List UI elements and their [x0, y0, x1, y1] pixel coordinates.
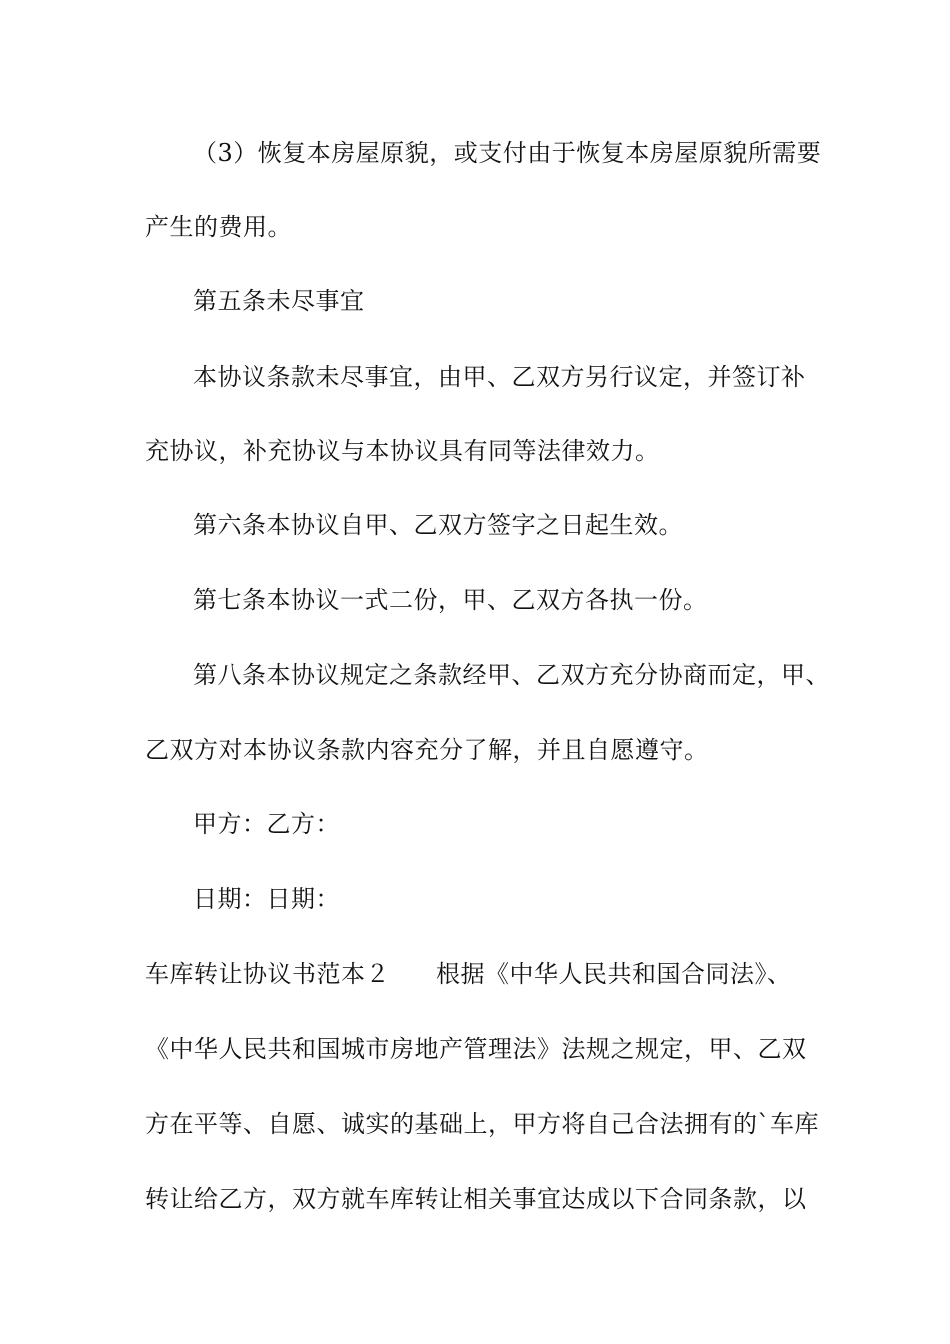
paragraph-text: 根据《中华人民共和国合同法》、 [436, 960, 792, 988]
section-2-title: 车库转让协议书范本２ [145, 960, 390, 988]
paragraph-line: 第七条本协议一式二份，甲、乙双方各执一份。 [193, 586, 708, 614]
signature-dates: 日期：日期： [193, 885, 340, 913]
paragraph-line: 本协议条款未尽事宜，由甲、乙双方另行议定，并签订补 [193, 363, 806, 391]
paragraph-line: 转让给乙方，双方就车库转让相关事宜达成以下合同条款，以 [145, 1185, 807, 1213]
paragraph-line: 第六条本协议自甲、乙双方签字之日起生效。 [193, 511, 683, 539]
paragraph-line: 《中华人民共和国城市房地产管理法》法规之规定，甲、乙双 [145, 1035, 807, 1063]
paragraph-line: 产生的费用。 [145, 213, 292, 241]
paragraph-line: 第八条本协议规定之条款经甲、乙双方充分协商而定，甲、 [193, 661, 830, 689]
paragraph-line: 充协议，补充协议与本协议具有同等法律效力。 [145, 437, 660, 465]
paragraph-line: 乙双方对本协议条款内容充分了解，并且自愿遵守。 [145, 736, 709, 764]
paragraph-line: 方在平等、自愿、诚实的基础上，甲方将自己合法拥有的`车库 [145, 1110, 819, 1138]
paragraph-line: （3）恢复本房屋原貌，或支付由于恢复本房屋原貌所需要 [193, 139, 822, 167]
signature-parties: 甲方：乙方： [193, 810, 340, 838]
article-heading: 第五条未尽事宜 [193, 287, 365, 315]
section-2-first-line [145, 959, 792, 989]
